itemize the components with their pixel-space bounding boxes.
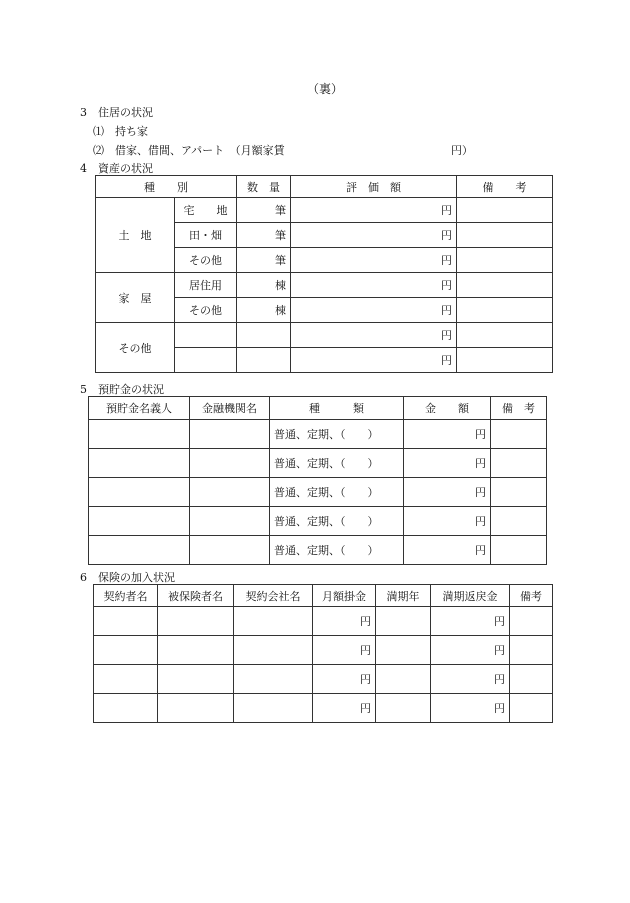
maturity-refund-yen: 円 xyxy=(431,636,510,665)
insured-cell[interactable] xyxy=(158,665,234,694)
asset-remarks-cell[interactable] xyxy=(457,248,553,273)
insurance-table xyxy=(93,584,553,723)
table-row xyxy=(89,478,547,507)
asset-yen: 円 xyxy=(291,248,457,273)
header-quantity: 数 量 xyxy=(237,176,291,198)
maturity-year-cell[interactable] xyxy=(376,636,431,665)
deposit-type: 普通、定期、（ ） xyxy=(270,420,404,449)
amount-yen: 円 xyxy=(404,536,491,565)
asset-kind: その他 xyxy=(175,248,237,273)
section-4-title: 4 資産の状況 xyxy=(80,162,153,175)
institution-cell[interactable] xyxy=(190,449,270,478)
table-row xyxy=(94,694,553,723)
company-cell[interactable] xyxy=(234,636,313,665)
asset-yen: 円 xyxy=(291,348,457,373)
asset-kind: 宅 地 xyxy=(175,198,237,223)
table-row xyxy=(96,198,553,223)
maturity-year-cell[interactable] xyxy=(376,694,431,723)
table-row xyxy=(89,536,547,565)
insured-cell[interactable] xyxy=(158,694,234,723)
asset-unit: 棟 xyxy=(237,298,291,323)
asset-yen: 円 xyxy=(291,223,457,248)
asset-unit: 棟 xyxy=(237,273,291,298)
group-label-house: 家 屋 xyxy=(96,273,175,323)
asset-yen: 円 xyxy=(291,198,457,223)
header-remarks: 備 考 xyxy=(491,397,547,420)
institution-cell[interactable] xyxy=(190,507,270,536)
header-remarks: 備 考 xyxy=(457,176,553,198)
asset-remarks-cell[interactable] xyxy=(457,323,553,348)
header-amount: 金 額 xyxy=(404,397,491,420)
asset-remarks-cell[interactable] xyxy=(457,298,553,323)
amount-yen: 円 xyxy=(404,507,491,536)
policyholder-cell[interactable] xyxy=(94,665,158,694)
remarks-cell[interactable] xyxy=(491,536,547,565)
table-row xyxy=(94,665,553,694)
monthly-premium-yen: 円 xyxy=(313,694,376,723)
header-remarks: 備考 xyxy=(510,585,553,607)
remarks-cell[interactable] xyxy=(510,694,553,723)
monthly-premium-yen: 円 xyxy=(313,607,376,636)
account-holder-cell[interactable] xyxy=(89,536,190,565)
remarks-cell[interactable] xyxy=(491,449,547,478)
header-valuation: 評 価 額 xyxy=(291,176,457,198)
maturity-year-cell[interactable] xyxy=(376,665,431,694)
policyholder-cell[interactable] xyxy=(94,694,158,723)
header-type: 種 別 xyxy=(96,176,237,198)
account-holder-cell[interactable] xyxy=(89,507,190,536)
remarks-cell[interactable] xyxy=(491,420,547,449)
asset-remarks-cell[interactable] xyxy=(457,198,553,223)
institution-cell[interactable] xyxy=(190,478,270,507)
insurance-header-row xyxy=(94,585,553,607)
asset-yen: 円 xyxy=(291,273,457,298)
asset-unit: 筆 xyxy=(237,198,291,223)
policyholder-cell[interactable] xyxy=(94,636,158,665)
maturity-refund-yen: 円 xyxy=(431,665,510,694)
deposit-type: 普通、定期、（ ） xyxy=(270,536,404,565)
monthly-premium-yen: 円 xyxy=(313,636,376,665)
rent-yen-suffix: 円） xyxy=(451,144,473,157)
page-marker: （裏） xyxy=(307,82,344,96)
group-label-other: その他 xyxy=(96,323,175,373)
company-cell[interactable] xyxy=(234,607,313,636)
header-policyholder: 契約者名 xyxy=(94,585,158,607)
housing-option-rented: ⑵ 借家、借間、アパート （月額家賃 xyxy=(93,144,285,157)
header-maturity-refund: 満期返戻金 xyxy=(431,585,510,607)
section-6-title: 6 保険の加入状況 xyxy=(80,571,175,584)
asset-unit: 筆 xyxy=(237,248,291,273)
company-cell[interactable] xyxy=(234,665,313,694)
table-row xyxy=(89,420,547,449)
savings-table xyxy=(88,396,547,565)
header-institution: 金融機関名 xyxy=(190,397,270,420)
amount-yen: 円 xyxy=(404,449,491,478)
header-deposit-type: 種 類 xyxy=(270,397,404,420)
remarks-cell[interactable] xyxy=(491,478,547,507)
header-insured: 被保険者名 xyxy=(158,585,234,607)
header-monthly-premium: 月額掛金 xyxy=(313,585,376,607)
amount-yen: 円 xyxy=(404,478,491,507)
insured-cell[interactable] xyxy=(158,636,234,665)
asset-kind: その他 xyxy=(175,298,237,323)
table-row xyxy=(94,607,553,636)
asset-kind: 田・畑 xyxy=(175,223,237,248)
amount-yen: 円 xyxy=(404,420,491,449)
table-row xyxy=(89,507,547,536)
deposit-type: 普通、定期、（ ） xyxy=(270,478,404,507)
table-row xyxy=(89,449,547,478)
maturity-refund-yen: 円 xyxy=(431,607,510,636)
account-holder-cell[interactable] xyxy=(89,449,190,478)
asset-remarks-cell[interactable] xyxy=(457,273,553,298)
asset-unit-cell[interactable] xyxy=(237,323,291,348)
asset-unit: 筆 xyxy=(237,223,291,248)
policyholder-cell[interactable] xyxy=(94,607,158,636)
deposit-type: 普通、定期、（ ） xyxy=(270,449,404,478)
header-account-holder: 預貯金名義人 xyxy=(89,397,190,420)
monthly-premium-yen: 円 xyxy=(313,665,376,694)
table-row xyxy=(96,323,553,348)
asset-unit-cell[interactable] xyxy=(237,348,291,373)
asset-yen: 円 xyxy=(291,323,457,348)
remarks-cell[interactable] xyxy=(510,607,553,636)
account-holder-cell[interactable] xyxy=(89,420,190,449)
section-3-title: 3 住居の状況 xyxy=(80,106,153,119)
assets-header-row xyxy=(96,176,553,198)
group-label-land: 土 地 xyxy=(96,198,175,273)
asset-kind: 居住用 xyxy=(175,273,237,298)
housing-option-owned: ⑴ 持ち家 xyxy=(93,125,148,138)
deposit-type: 普通、定期、（ ） xyxy=(270,507,404,536)
remarks-cell[interactable] xyxy=(510,636,553,665)
header-company: 契約会社名 xyxy=(234,585,313,607)
asset-kind-cell[interactable] xyxy=(175,348,237,373)
asset-yen: 円 xyxy=(291,298,457,323)
savings-header-row xyxy=(89,397,547,420)
asset-remarks-cell[interactable] xyxy=(457,348,553,373)
institution-cell[interactable] xyxy=(190,420,270,449)
asset-kind-cell[interactable] xyxy=(175,323,237,348)
section-5-title: 5 預貯金の状況 xyxy=(80,383,164,396)
account-holder-cell[interactable] xyxy=(89,478,190,507)
maturity-year-cell[interactable] xyxy=(376,607,431,636)
remarks-cell[interactable] xyxy=(510,665,553,694)
asset-remarks-cell[interactable] xyxy=(457,223,553,248)
table-row xyxy=(96,273,553,298)
assets-table xyxy=(95,175,553,373)
maturity-refund-yen: 円 xyxy=(431,694,510,723)
institution-cell[interactable] xyxy=(190,536,270,565)
remarks-cell[interactable] xyxy=(491,507,547,536)
table-row xyxy=(94,636,553,665)
header-maturity-year: 満期年 xyxy=(376,585,431,607)
company-cell[interactable] xyxy=(234,694,313,723)
insured-cell[interactable] xyxy=(158,607,234,636)
